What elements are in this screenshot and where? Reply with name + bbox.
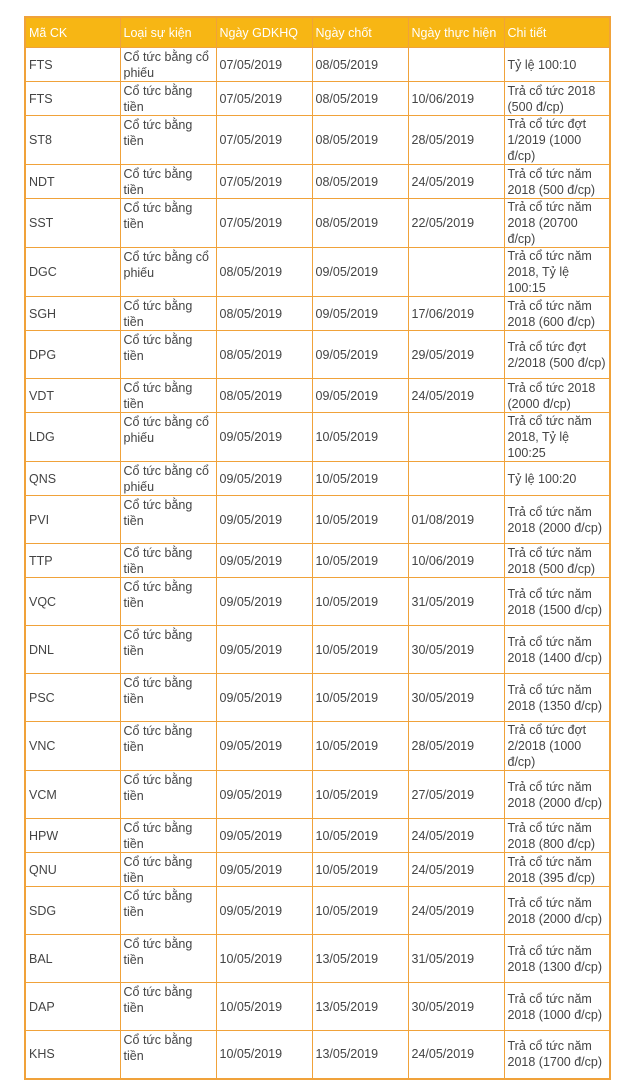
cell-event-type: Cổ tức bằng tiền bbox=[120, 82, 216, 116]
cell-detail: Trả cổ tức năm 2018 (2000 đ/cp) bbox=[504, 887, 610, 935]
cell-record-date: 08/05/2019 bbox=[312, 82, 408, 116]
cell-event-type: Cổ tức bằng tiền bbox=[120, 578, 216, 626]
table-row bbox=[25, 199, 610, 248]
cell-ex-date: 07/05/2019 bbox=[216, 165, 312, 199]
header-stock-code: Mã CK bbox=[25, 17, 120, 48]
cell-record-date: 08/05/2019 bbox=[312, 116, 408, 165]
cell-record-date: 10/05/2019 bbox=[312, 413, 408, 462]
cell-stock-code: DPG bbox=[25, 331, 120, 379]
cell-ex-date: 10/05/2019 bbox=[216, 983, 312, 1031]
cell-payment-date: 24/05/2019 bbox=[408, 819, 504, 853]
cell-detail: Trả cổ tức đợt 1/2019 (1000 đ/cp) bbox=[504, 116, 610, 165]
cell-detail: Trả cổ tức năm 2018 (2000 đ/cp) bbox=[504, 496, 610, 544]
cell-detail: Trả cổ tức năm 2018 (1000 đ/cp) bbox=[504, 983, 610, 1031]
cell-event-type: Cổ tức bằng cổ phiếu bbox=[120, 413, 216, 462]
cell-payment-date: 10/06/2019 bbox=[408, 544, 504, 578]
cell-event-type: Cổ tức bằng tiền bbox=[120, 853, 216, 887]
cell-ex-date: 09/05/2019 bbox=[216, 544, 312, 578]
cell-stock-code: PSC bbox=[25, 674, 120, 722]
cell-stock-code: FTS bbox=[25, 48, 120, 82]
cell-detail: Trả cổ tức năm 2018 (500 đ/cp) bbox=[504, 165, 610, 199]
cell-event-type: Cổ tức bằng tiền bbox=[120, 331, 216, 379]
cell-detail: Trả cổ tức năm 2018 (1700 đ/cp) bbox=[504, 1031, 610, 1079]
cell-payment-date: 29/05/2019 bbox=[408, 331, 504, 379]
table-row bbox=[25, 771, 610, 819]
cell-stock-code: VQC bbox=[25, 578, 120, 626]
table-body bbox=[25, 48, 610, 1079]
cell-detail: Trả cổ tức năm 2018 (1350 đ/cp) bbox=[504, 674, 610, 722]
cell-stock-code: VNC bbox=[25, 722, 120, 771]
cell-event-type: Cổ tức bằng tiền bbox=[120, 819, 216, 853]
cell-payment-date: 30/05/2019 bbox=[408, 674, 504, 722]
cell-detail: Trả cổ tức đợt 2/2018 (500 đ/cp) bbox=[504, 331, 610, 379]
cell-event-type: Cổ tức bằng cổ phiếu bbox=[120, 248, 216, 297]
cell-event-type: Cổ tức bằng tiền bbox=[120, 722, 216, 771]
table-row bbox=[25, 1031, 610, 1079]
table-row bbox=[25, 496, 610, 544]
cell-detail: Trả cổ tức năm 2018 (600 đ/cp) bbox=[504, 297, 610, 331]
table-row bbox=[25, 297, 610, 331]
table-row bbox=[25, 626, 610, 674]
cell-ex-date: 07/05/2019 bbox=[216, 199, 312, 248]
table-row bbox=[25, 722, 610, 771]
cell-detail: Trả cổ tức năm 2018 (800 đ/cp) bbox=[504, 819, 610, 853]
cell-ex-date: 08/05/2019 bbox=[216, 331, 312, 379]
table-row bbox=[25, 819, 610, 853]
cell-record-date: 09/05/2019 bbox=[312, 297, 408, 331]
cell-payment-date: 24/05/2019 bbox=[408, 165, 504, 199]
header-record-date: Ngày chốt bbox=[312, 17, 408, 48]
cell-payment-date: 30/05/2019 bbox=[408, 983, 504, 1031]
table-row bbox=[25, 462, 610, 496]
cell-stock-code: SDG bbox=[25, 887, 120, 935]
cell-stock-code: VCM bbox=[25, 771, 120, 819]
cell-ex-date: 09/05/2019 bbox=[216, 853, 312, 887]
cell-stock-code: DAP bbox=[25, 983, 120, 1031]
cell-ex-date: 10/05/2019 bbox=[216, 1031, 312, 1079]
cell-detail: Trả cổ tức năm 2018, Tỷ lệ 100:25 bbox=[504, 413, 610, 462]
cell-event-type: Cổ tức bằng tiền bbox=[120, 496, 216, 544]
table-row bbox=[25, 544, 610, 578]
cell-ex-date: 09/05/2019 bbox=[216, 578, 312, 626]
cell-detail: Trả cổ tức đợt 2/2018 (1000 đ/cp) bbox=[504, 722, 610, 771]
cell-record-date: 09/05/2019 bbox=[312, 248, 408, 297]
cell-payment-date: 24/05/2019 bbox=[408, 379, 504, 413]
cell-detail: Trả cổ tức năm 2018, Tỷ lệ 100:15 bbox=[504, 248, 610, 297]
cell-payment-date: 30/05/2019 bbox=[408, 626, 504, 674]
cell-payment-date bbox=[408, 462, 504, 496]
cell-detail: Trả cổ tức năm 2018 (1400 đ/cp) bbox=[504, 626, 610, 674]
cell-payment-date: 31/05/2019 bbox=[408, 935, 504, 983]
cell-ex-date: 09/05/2019 bbox=[216, 674, 312, 722]
cell-record-date: 13/05/2019 bbox=[312, 983, 408, 1031]
table-row bbox=[25, 578, 610, 626]
cell-payment-date: 22/05/2019 bbox=[408, 199, 504, 248]
table-row bbox=[25, 331, 610, 379]
cell-event-type: Cổ tức bằng tiền bbox=[120, 544, 216, 578]
cell-stock-code: NDT bbox=[25, 165, 120, 199]
cell-event-type: Cổ tức bằng cổ phiếu bbox=[120, 48, 216, 82]
cell-record-date: 08/05/2019 bbox=[312, 165, 408, 199]
cell-payment-date bbox=[408, 48, 504, 82]
cell-event-type: Cổ tức bằng tiền bbox=[120, 771, 216, 819]
cell-event-type: Cổ tức bằng tiền bbox=[120, 983, 216, 1031]
cell-stock-code: FTS bbox=[25, 82, 120, 116]
cell-record-date: 10/05/2019 bbox=[312, 578, 408, 626]
cell-record-date: 13/05/2019 bbox=[312, 1031, 408, 1079]
cell-event-type: Cổ tức bằng tiền bbox=[120, 297, 216, 331]
table-row bbox=[25, 413, 610, 462]
header-ex-date: Ngày GDKHQ bbox=[216, 17, 312, 48]
table-row bbox=[25, 935, 610, 983]
cell-payment-date: 24/05/2019 bbox=[408, 1031, 504, 1079]
table-row bbox=[25, 379, 610, 413]
cell-ex-date: 08/05/2019 bbox=[216, 248, 312, 297]
cell-ex-date: 09/05/2019 bbox=[216, 771, 312, 819]
cell-event-type: Cổ tức bằng tiền bbox=[120, 165, 216, 199]
cell-payment-date bbox=[408, 248, 504, 297]
cell-event-type: Cổ tức bằng tiền bbox=[120, 887, 216, 935]
cell-ex-date: 07/05/2019 bbox=[216, 116, 312, 165]
cell-stock-code: BAL bbox=[25, 935, 120, 983]
cell-payment-date: 10/06/2019 bbox=[408, 82, 504, 116]
cell-ex-date: 09/05/2019 bbox=[216, 413, 312, 462]
cell-stock-code: ST8 bbox=[25, 116, 120, 165]
cell-event-type: Cổ tức bằng tiền bbox=[120, 1031, 216, 1079]
cell-payment-date: 24/05/2019 bbox=[408, 853, 504, 887]
table-row bbox=[25, 165, 610, 199]
cell-detail: Trả cổ tức năm 2018 (1500 đ/cp) bbox=[504, 578, 610, 626]
table-row bbox=[25, 887, 610, 935]
cell-stock-code: HPW bbox=[25, 819, 120, 853]
cell-event-type: Cổ tức bằng tiền bbox=[120, 116, 216, 165]
cell-detail: Trả cổ tức năm 2018 (20700 đ/cp) bbox=[504, 199, 610, 248]
cell-event-type: Cổ tức bằng tiền bbox=[120, 199, 216, 248]
cell-stock-code: LDG bbox=[25, 413, 120, 462]
cell-stock-code: DNL bbox=[25, 626, 120, 674]
cell-record-date: 08/05/2019 bbox=[312, 199, 408, 248]
cell-event-type: Cổ tức bằng tiền bbox=[120, 674, 216, 722]
cell-record-date: 10/05/2019 bbox=[312, 819, 408, 853]
cell-payment-date: 28/05/2019 bbox=[408, 722, 504, 771]
cell-stock-code: SGH bbox=[25, 297, 120, 331]
cell-ex-date: 09/05/2019 bbox=[216, 887, 312, 935]
cell-stock-code: DGC bbox=[25, 248, 120, 297]
table-row bbox=[25, 116, 610, 165]
cell-ex-date: 10/05/2019 bbox=[216, 935, 312, 983]
cell-record-date: 10/05/2019 bbox=[312, 496, 408, 544]
cell-detail: Tỷ lệ 100:10 bbox=[504, 48, 610, 82]
table-row bbox=[25, 248, 610, 297]
cell-ex-date: 09/05/2019 bbox=[216, 496, 312, 544]
cell-stock-code: VDT bbox=[25, 379, 120, 413]
table-row bbox=[25, 82, 610, 116]
cell-detail: Tỷ lệ 100:20 bbox=[504, 462, 610, 496]
cell-payment-date: 28/05/2019 bbox=[408, 116, 504, 165]
table-row bbox=[25, 983, 610, 1031]
cell-payment-date: 24/05/2019 bbox=[408, 887, 504, 935]
cell-detail: Trả cổ tức năm 2018 (395 đ/cp) bbox=[504, 853, 610, 887]
dividend-events-table bbox=[24, 16, 611, 1080]
header-payment-date: Ngày thực hiện bbox=[408, 17, 504, 48]
header-event-type: Loại sự kiện bbox=[120, 17, 216, 48]
cell-event-type: Cổ tức bằng cổ phiếu bbox=[120, 462, 216, 496]
cell-payment-date bbox=[408, 413, 504, 462]
cell-payment-date: 17/06/2019 bbox=[408, 297, 504, 331]
cell-record-date: 10/05/2019 bbox=[312, 722, 408, 771]
cell-stock-code: TTP bbox=[25, 544, 120, 578]
cell-record-date: 10/05/2019 bbox=[312, 853, 408, 887]
cell-stock-code: KHS bbox=[25, 1031, 120, 1079]
cell-ex-date: 09/05/2019 bbox=[216, 462, 312, 496]
dividend-table-container bbox=[24, 16, 611, 1080]
cell-ex-date: 09/05/2019 bbox=[216, 626, 312, 674]
cell-ex-date: 07/05/2019 bbox=[216, 82, 312, 116]
cell-event-type: Cổ tức bằng tiền bbox=[120, 379, 216, 413]
cell-record-date: 10/05/2019 bbox=[312, 462, 408, 496]
header-detail: Chi tiết bbox=[504, 17, 610, 48]
cell-record-date: 10/05/2019 bbox=[312, 771, 408, 819]
cell-detail: Trả cổ tức năm 2018 (2000 đ/cp) bbox=[504, 771, 610, 819]
cell-detail: Trả cổ tức năm 2018 (1300 đ/cp) bbox=[504, 935, 610, 983]
cell-ex-date: 08/05/2019 bbox=[216, 297, 312, 331]
cell-record-date: 08/05/2019 bbox=[312, 48, 408, 82]
cell-detail: Trả cổ tức 2018 (500 đ/cp) bbox=[504, 82, 610, 116]
table-row bbox=[25, 853, 610, 887]
cell-ex-date: 09/05/2019 bbox=[216, 722, 312, 771]
cell-ex-date: 09/05/2019 bbox=[216, 819, 312, 853]
cell-record-date: 10/05/2019 bbox=[312, 544, 408, 578]
cell-record-date: 10/05/2019 bbox=[312, 626, 408, 674]
table-row bbox=[25, 48, 610, 82]
table-row bbox=[25, 674, 610, 722]
cell-detail: Trả cổ tức năm 2018 (500 đ/cp) bbox=[504, 544, 610, 578]
cell-record-date: 09/05/2019 bbox=[312, 331, 408, 379]
cell-record-date: 13/05/2019 bbox=[312, 935, 408, 983]
cell-payment-date: 31/05/2019 bbox=[408, 578, 504, 626]
cell-stock-code: SST bbox=[25, 199, 120, 248]
cell-record-date: 10/05/2019 bbox=[312, 674, 408, 722]
cell-record-date: 10/05/2019 bbox=[312, 887, 408, 935]
cell-ex-date: 08/05/2019 bbox=[216, 379, 312, 413]
cell-ex-date: 07/05/2019 bbox=[216, 48, 312, 82]
cell-event-type: Cổ tức bằng tiền bbox=[120, 626, 216, 674]
table-header-row bbox=[25, 17, 610, 48]
cell-stock-code: QNS bbox=[25, 462, 120, 496]
cell-record-date: 09/05/2019 bbox=[312, 379, 408, 413]
cell-payment-date: 27/05/2019 bbox=[408, 771, 504, 819]
cell-payment-date: 01/08/2019 bbox=[408, 496, 504, 544]
cell-detail: Trả cổ tức 2018 (2000 đ/cp) bbox=[504, 379, 610, 413]
cell-stock-code: QNU bbox=[25, 853, 120, 887]
cell-event-type: Cổ tức bằng tiền bbox=[120, 935, 216, 983]
cell-stock-code: PVI bbox=[25, 496, 120, 544]
